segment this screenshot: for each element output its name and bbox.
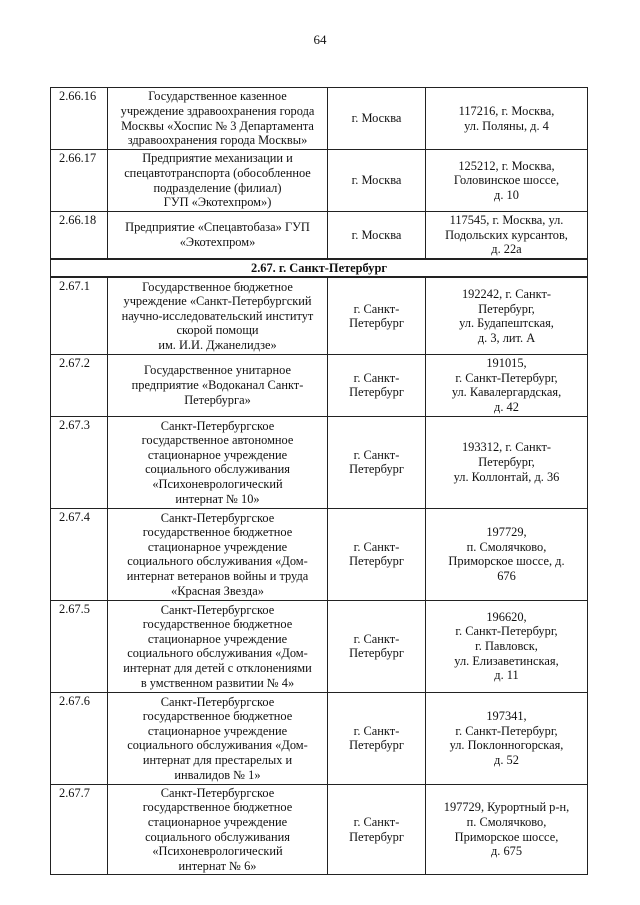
city-cell: г. Санкт- Петербург: [328, 416, 426, 508]
organization-name: Государственное казенное учреждение здравоохранения города Москвы «Хоспис № 3 Департамента здравоохранения города Москвы»: [108, 88, 328, 150]
row-number: 2.67.7: [51, 784, 108, 875]
row-number: 2.67.2: [51, 354, 108, 416]
city-cell: г. Санкт- Петербург: [328, 600, 426, 692]
organization-name: Государственное бюджетное учреждение «Санкт-Петербургский научно-исследовательский институт скорой помощи им. И.И. Джанелидзе»: [108, 277, 328, 354]
row-number: 2.66.16: [51, 88, 108, 150]
organization-name: Предприятие механизации и спецавтотранспорта (обособленное подразделение (филиал) ГУП «Экотехпром»): [108, 150, 328, 212]
table-row: [51, 784, 588, 875]
city-cell: г. Москва: [328, 150, 426, 212]
row-number: 2.67.1: [51, 277, 108, 354]
address-cell: 196620, г. Санкт-Петербург, г. Павловск, ул. Елизаветинская, д. 11: [426, 600, 588, 692]
address-cell: 193312, г. Санкт- Петербург, ул. Коллонтай, д. 36: [426, 416, 588, 508]
row-number: 2.66.17: [51, 150, 108, 212]
table-row: [51, 150, 588, 212]
address-cell: 125212, г. Москва, Головинское шоссе, д. 10: [426, 150, 588, 212]
row-number: 2.67.6: [51, 692, 108, 784]
page-number: 64: [313, 32, 327, 47]
address-cell: 192242, г. Санкт- Петербург, ул. Будапештская, д. 3, лит. А: [426, 277, 588, 354]
address-cell: 197341, г. Санкт-Петербург, ул. Поклонногорская, д. 52: [426, 692, 588, 784]
address-cell: 117216, г. Москва, ул. Поляны, д. 4: [426, 88, 588, 150]
table-row: [51, 212, 588, 259]
address-cell: 197729, Курортный р-н, п. Смолячково, Приморское шоссе, д. 675: [426, 784, 588, 875]
table-row: [51, 416, 588, 508]
organization-name: Санкт-Петербургское государственное бюджетное стационарное учреждение социального обслуживания «Дом- интернат для детей с отклонениями в умственном развитии № 4»: [108, 600, 328, 692]
table-row: [51, 354, 588, 416]
address-cell: 191015, г. Санкт-Петербург, ул. Кавалергардская, д. 42: [426, 354, 588, 416]
city-cell: г. Санкт- Петербург: [328, 784, 426, 875]
city-cell: г. Санкт- Петербург: [328, 277, 426, 354]
row-number: 2.67.3: [51, 416, 108, 508]
city-cell: г. Москва: [328, 212, 426, 259]
section-title: 2.67. г. Санкт-Петербург: [51, 259, 588, 278]
city-cell: г. Санкт- Петербург: [328, 354, 426, 416]
table-row: [51, 508, 588, 600]
section-row: [51, 259, 588, 278]
table-body: [51, 88, 588, 875]
organization-name: Государственное унитарное предприятие «Водоканал Санкт- Петербурга»: [108, 354, 328, 416]
organization-name: Санкт-Петербургское государственное бюджетное стационарное учреждение социального обслуживания «Дом- интернат для престарелых и инвалидов № 1»: [108, 692, 328, 784]
organization-name: Санкт-Петербургское государственное бюджетное стационарное учреждение социального обслуживания «Психоневрологический интернат № 6»: [108, 784, 328, 875]
table-row: [51, 88, 588, 150]
table-row: [51, 277, 588, 354]
city-cell: г. Москва: [328, 88, 426, 150]
row-number: 2.67.5: [51, 600, 108, 692]
organization-name: Предприятие «Спецавтобаза» ГУП «Экотехпром»: [108, 212, 328, 259]
address-cell: 197729, п. Смолячково, Приморское шоссе, д. 676: [426, 508, 588, 600]
organizations-table: [50, 87, 588, 875]
table-row: [51, 692, 588, 784]
organization-name: Санкт-Петербургское государственное бюджетное стационарное учреждение социального обслуживания «Дом- интернат ветеранов войны и труда «Красная Звезда»: [108, 508, 328, 600]
organization-name: Санкт-Петербургское государственное автономное стационарное учреждение социального обслуживания «Психоневрологический интернат № 10»: [108, 416, 328, 508]
city-cell: г. Санкт- Петербург: [328, 692, 426, 784]
table-row: [51, 600, 588, 692]
row-number: 2.67.4: [51, 508, 108, 600]
row-number: 2.66.18: [51, 212, 108, 259]
city-cell: г. Санкт- Петербург: [328, 508, 426, 600]
address-cell: 117545, г. Москва, ул. Подольских курсантов, д. 22а: [426, 212, 588, 259]
